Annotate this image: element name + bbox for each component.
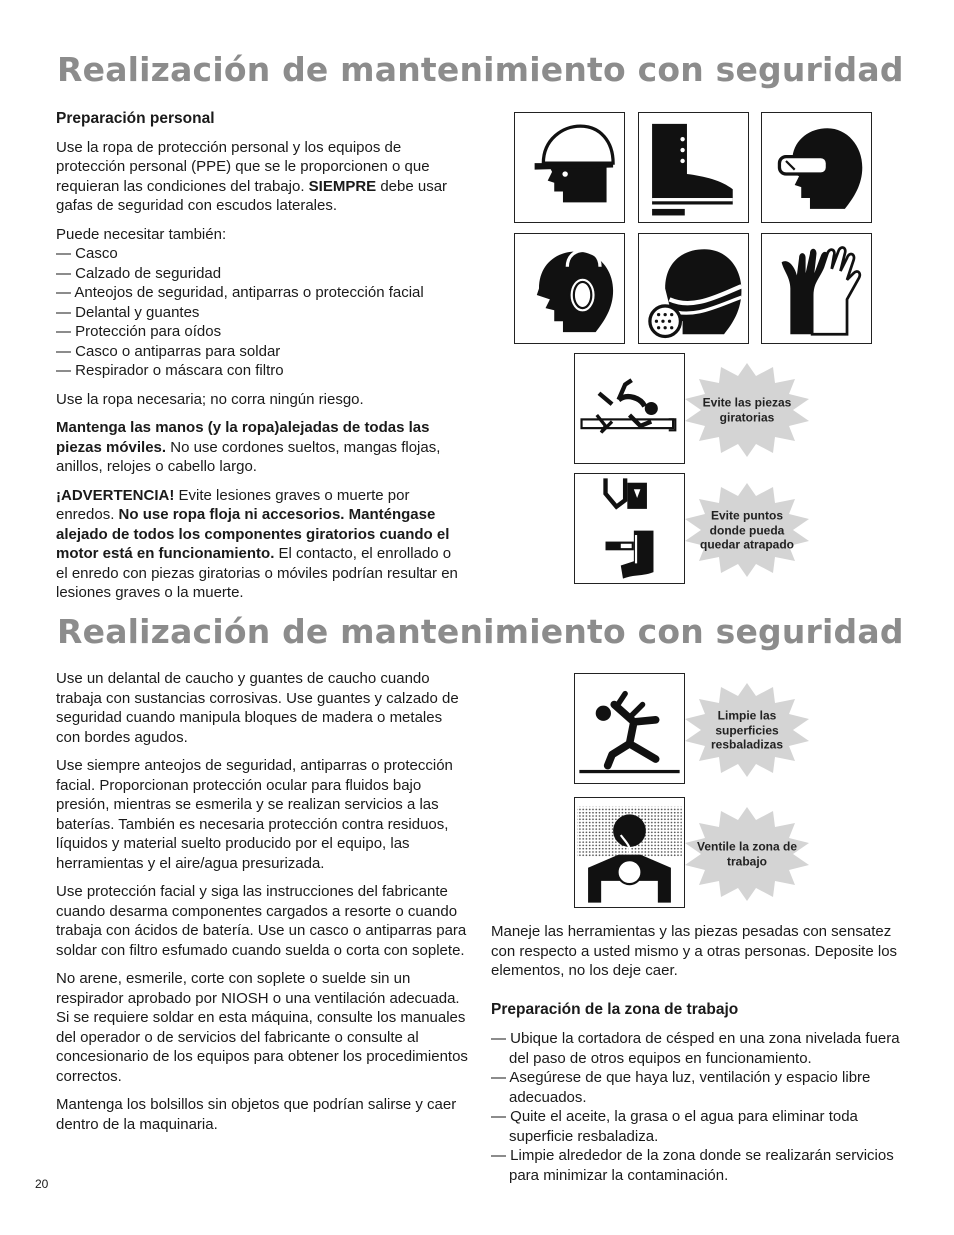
warning-starburst-pinch [683, 481, 811, 579]
maintenance-safety-left-column [56, 669, 468, 1143]
list-item: — Respirador o máscara con filtro [56, 361, 461, 381]
list-item: — Protección para oídos [56, 322, 461, 342]
section-title-work-area: Preparación de la zona de trabajo [491, 1000, 739, 1018]
respirator-paragraph: No arene, esmerile, corte con soplete o suelde sin un respirador aprobado por NIOSH o una ventilación adecuada. Si se requiere soldar en esta máquina, consulte los manuales del operador o de servicios del fabricante o consulte al concesionario de los equipos para obtener los procedimientos correctos. [56, 970, 468, 1085]
safety-goggles-icon [761, 112, 872, 223]
warning-starburst-ventilate [683, 805, 811, 903]
warning-label-ventilate: Ventile la zona de trabajo [696, 839, 798, 868]
list-item: — Delantal y guantes [56, 303, 461, 323]
ppe-list [56, 244, 461, 381]
gloves-icon [761, 233, 872, 344]
face-protection-paragraph: Use protección facial y siga las instrucciones del fabricante cuando desarma componentes cargados a resorte o cuando trabaja con ácidos de batería. Use un casco o antiparras para soldar con filtro esfumado cuando suelda o corta con soplete. [56, 883, 467, 959]
warning-starburst-rotating [683, 361, 811, 459]
hard-hat-icon [514, 112, 625, 223]
list-item: — Casco [56, 244, 461, 264]
warning-label-rotating: Evite las piezas giratorias [702, 395, 792, 424]
page-number: 20 [35, 1177, 49, 1191]
list-item: — Anteojos de seguridad, antiparras o protección facial [56, 283, 461, 303]
list-item: — Asegúrese de que haya luz, ventilación y espacio libre adecuados. [491, 1068, 903, 1107]
list-item: — Quite el aceite, la grasa o el agua para eliminar toda superficie resbaladiza. [491, 1107, 903, 1146]
ear-protection-icon [514, 233, 625, 344]
page-title-bottom: Realización de mantenimiento con seguridad [57, 612, 904, 651]
eye-protection-paragraph: Use siempre anteojos de seguridad, antiparras o protección facial. Proporcionan protección ocular para fluidos bajo presión, mientras se esmerila y se realizan servicios a las baterías. También es necesaria protección contra residuos, líquidos y material suelto producido por el equipo, las herramientas y el aire/agua presurizada. [56, 757, 453, 872]
ppe-paragraph: Use la ropa de protección personal y los equipos de protección personal (PPE) que se le proporcionen o que requieran las condiciones del trabajo. SIEMPRE debe usar gafas de seguridad con escudos laterales. [56, 138, 448, 214]
personal-preparation-section [56, 109, 461, 612]
also-need-intro: Puede necesitar también: [56, 225, 227, 243]
safety-boot-icon [638, 112, 749, 223]
ventilation-icon [574, 797, 685, 908]
list-item: — Limpie alrededor de la zona donde se realizarán servicios para minimizar la contaminación. [491, 1146, 903, 1185]
warning-paragraph: ¡ADVERTENCIA! Evite lesiones graves o muerte por enredos. No use ropa floja ni accesorios. Manténgase alejado de todos los componentes giratorios cuando el motor está en funcionamiento. El contacto, el enrollado o el enredo con piezas giratorias o móviles podrían resultar en lesiones graves o la muerte. [56, 486, 458, 601]
page-title-top: Realización de mantenimiento con seguridad [57, 50, 904, 89]
rubber-apron-paragraph: Use un delantal de caucho y guantes de caucho cuando trabaja con sustancias corrosivas. Use guantes y calzado de seguridad cuando manipula bloques de madera o metales con bordes agudos. [56, 670, 459, 746]
warning-starburst-slippery [683, 681, 811, 779]
warning-label-pinch: Evite puntos donde pueda quedar atrapado [699, 508, 795, 552]
list-item: — Ubique la cortadora de césped en una zona nivelada fuera del paso de otros equipos en funcionamiento. [491, 1029, 903, 1068]
respirator-icon [638, 233, 749, 344]
heavy-parts-paragraph: Maneje las herramientas y las piezas pesadas con sensatez con respecto a usted mismo y a otras personas. Deposite los elementos, no los deje caer. [491, 923, 898, 979]
rotating-parts-icon [574, 353, 685, 464]
clothing-paragraph: Use la ropa necesaria; no corra ningún riesgo. [56, 390, 364, 408]
work-area-preparation-section [491, 922, 903, 1185]
warning-label-slippery: Limpie las superficies resbaladizas [710, 708, 784, 752]
section-title-personal: Preparación personal [56, 110, 215, 127]
list-item: — Calzado de seguridad [56, 264, 461, 284]
list-item: — Casco o antiparras para soldar [56, 342, 461, 362]
work-area-list [491, 1029, 903, 1185]
pockets-paragraph: Mantenga los bolsillos sin objetos que podrían salirse y caer dentro de la maquinaria. [56, 1096, 457, 1133]
hands-paragraph: Mantenga las manos (y la ropa)alejadas de todas las piezas móviles. No use cordones sueltos, mangas flojas, anillos, relojes o cabello largo. [56, 419, 441, 475]
pinch-point-icon [574, 473, 685, 584]
slippery-surface-icon [574, 673, 685, 784]
